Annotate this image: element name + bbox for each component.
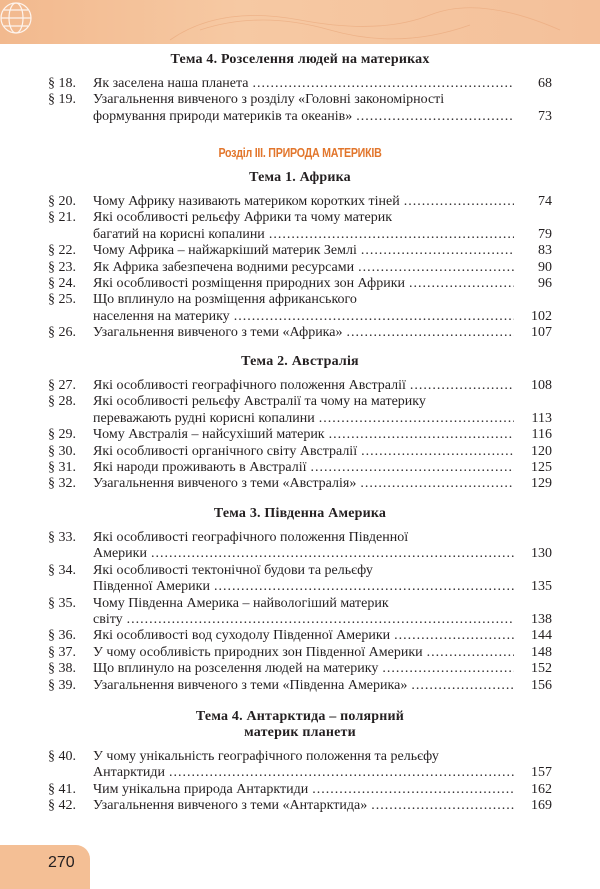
entry-title: Чому Австралія – найсухіший материк [93, 427, 325, 443]
entry-title: Як заселена наша планета [93, 76, 249, 91]
page-reference: 108 [531, 378, 552, 393]
toc-entry[interactable] [48, 645, 552, 661]
entry-title: світу [93, 612, 123, 628]
entry-title: Які особливості органічного світу Австралії [93, 443, 358, 459]
paragraph-number: § 38. [48, 661, 76, 677]
paragraph-number: § 23. [48, 259, 76, 275]
section-heading-line: Тема 4. Розселення людей на материках [170, 52, 430, 67]
paragraph-number: § 27. [48, 378, 76, 393]
entry-title: Які особливості тектонічної будови та рельєфу [93, 562, 373, 578]
toc-entry[interactable] [48, 460, 552, 476]
page-reference: 157 [531, 765, 552, 781]
page-reference: 152 [531, 661, 552, 677]
entry-title: Що вплинуло на розміщення африканського [93, 292, 357, 308]
page-reference: 68 [538, 76, 552, 91]
dot-leader [210, 579, 514, 595]
toc-entry[interactable] [48, 394, 552, 427]
page-reference: 148 [531, 644, 552, 660]
paragraph-number: § 18. [48, 76, 76, 91]
entry-title: Америки [93, 546, 147, 562]
dot-leader [356, 476, 514, 492]
entry-title: Узагальнення вивченого з теми «Африка» [93, 325, 343, 341]
paragraph-number: § 40. [48, 749, 76, 764]
toc-entry[interactable] [48, 243, 552, 259]
page-reference: 169 [531, 798, 552, 814]
page-reference: 130 [531, 546, 552, 562]
entry-title: Узагальнення вивченого з теми «Південна Америка» [93, 677, 408, 693]
paragraph-number: § 35. [48, 595, 76, 611]
section-heading [48, 170, 552, 186]
toc-entry[interactable] [48, 378, 552, 394]
toc-entry[interactable] [48, 194, 552, 210]
paragraph-number: § 24. [48, 276, 76, 292]
page-number-box [0, 845, 90, 889]
entry-title: Які особливості рельєфу Африки та чому материк [93, 210, 393, 226]
dot-leader [307, 460, 514, 476]
dot-leader [147, 546, 514, 562]
toc-entry[interactable] [48, 292, 552, 325]
dot-leader [325, 427, 514, 443]
entry-title: Узагальнення вивченого з теми «Антарктида» [93, 798, 368, 814]
section-heading-line: Тема 4. Антарктида – полярний [195, 709, 405, 724]
toc-entry[interactable] [48, 661, 552, 677]
toc-entry[interactable] [48, 92, 552, 125]
entry-title: Чим унікальна природа Антарктиди [93, 781, 309, 797]
entry-title: населення на материку [93, 308, 230, 324]
dot-leader [407, 678, 514, 694]
entry-title: формування природи материків та океанів» [93, 108, 353, 124]
entry-title: Які особливості розміщення природних зон Африки [93, 276, 405, 292]
entry-title: Що вплинуло на розселення людей на материку [93, 661, 379, 677]
entry-title: Південної Америки [93, 579, 210, 595]
dot-leader [249, 76, 515, 92]
entry-title: Чому Південна Америка – найвологіший материк [93, 595, 389, 611]
page-reference: 90 [538, 259, 552, 275]
paragraph-number: § 42. [48, 798, 76, 814]
dot-leader [165, 765, 514, 781]
section-heading-line: Тема 3. Південна Америка [213, 506, 387, 521]
page-reference: 156 [531, 677, 552, 693]
entry-title: Як Африка забезпечена водними ресурсами [93, 259, 355, 275]
paragraph-number: § 22. [48, 243, 76, 259]
toc-entry[interactable] [48, 678, 552, 694]
dot-leader [423, 645, 514, 661]
toc-entry[interactable] [48, 798, 552, 814]
page-reference: 102 [531, 308, 552, 324]
page-reference: 116 [531, 427, 552, 443]
toc-entry[interactable] [48, 325, 552, 341]
toc-entry[interactable] [48, 563, 552, 596]
toc-section [48, 52, 552, 125]
dot-leader [390, 628, 514, 644]
globe-icon [0, 0, 600, 44]
entry-title: Узагальнення вивченого з розділу «Головні закономірності [93, 92, 445, 108]
entry-title: Антарктиди [93, 765, 165, 781]
page-reference: 135 [531, 579, 552, 595]
page-reference: 96 [538, 276, 552, 292]
section-heading [48, 52, 552, 68]
page-reference: 73 [538, 108, 552, 124]
entry-title: Які особливості географічного положення Південної [93, 530, 409, 545]
entry-title: Узагальнення вивченого з теми «Австралія» [93, 476, 357, 492]
entry-title: Які народи проживають в Австралії [93, 460, 307, 476]
paragraph-number: § 32. [48, 476, 76, 492]
toc-section [48, 354, 552, 493]
paragraph-number: § 28. [48, 394, 76, 410]
toc-entry[interactable] [48, 476, 552, 492]
page-reference: 129 [531, 476, 552, 492]
entry-title: Які особливості рельєфу Австралії та чому на материку [93, 394, 426, 410]
dot-leader [400, 194, 514, 210]
paragraph-number: § 33. [48, 530, 76, 545]
dot-leader [406, 378, 514, 394]
paragraph-number: § 26. [48, 325, 76, 341]
page-reference: 162 [531, 781, 552, 797]
header-banner [0, 0, 600, 44]
paragraph-number: § 39. [48, 677, 76, 693]
page-reference: 74 [538, 194, 552, 209]
page-reference: 125 [531, 460, 552, 476]
page-reference: 79 [538, 226, 552, 242]
section-heading-line: Тема 1. Африка [249, 170, 351, 185]
page-reference: 113 [531, 410, 552, 426]
entry-title: переважають рудні корисні копалини [93, 410, 315, 426]
toc-section [48, 170, 552, 342]
toc-entry[interactable] [48, 444, 552, 460]
section-heading-line: Тема 2. Австралія [241, 354, 359, 369]
toc-entry[interactable] [48, 260, 552, 276]
toc-entry[interactable] [48, 276, 552, 292]
toc-section [48, 709, 552, 815]
paragraph-number: § 21. [48, 210, 76, 226]
toc-entry[interactable] [48, 530, 552, 563]
section-heading-line: материк планети [244, 725, 356, 740]
entry-title: Які особливості географічного положення Австралії [93, 378, 406, 393]
entry-title: Які особливості вод суходолу Південної Америки [93, 628, 391, 644]
paragraph-number: § 19. [48, 92, 76, 108]
paragraph-number: § 20. [48, 194, 76, 209]
dot-leader [357, 444, 514, 460]
dot-leader [357, 243, 514, 259]
entry-title: Чому Африка – найжаркіший материк Землі [93, 243, 357, 259]
toc-section [48, 506, 552, 694]
toc-entry[interactable] [48, 210, 552, 243]
dot-leader [123, 612, 514, 628]
dot-leader [342, 325, 514, 341]
paragraph-number: § 30. [48, 443, 76, 459]
toc-entry[interactable] [48, 76, 552, 92]
dot-leader [230, 309, 514, 325]
dot-leader [405, 276, 514, 292]
paragraph-number: § 37. [48, 644, 76, 660]
dot-leader [308, 782, 514, 798]
entry-title: У чому особливість природних зон Південної Америки [93, 644, 423, 660]
page-reference: 120 [531, 443, 552, 459]
section-heading [48, 354, 552, 370]
dot-leader [265, 227, 514, 243]
dot-leader [378, 661, 514, 677]
toc-entry[interactable] [48, 628, 552, 644]
entry-title: У чому унікальність географічного положення та рельєфу [93, 749, 439, 764]
dot-leader [315, 411, 514, 427]
paragraph-number: § 25. [48, 292, 76, 308]
paragraph-number: § 31. [48, 460, 76, 476]
section-heading [48, 506, 552, 522]
toc-entry[interactable] [48, 427, 552, 443]
page-reference: 138 [531, 612, 552, 628]
dot-leader [354, 260, 514, 276]
entry-title: Чому Африку називають материком коротких тіней [93, 194, 400, 209]
toc-entry[interactable] [48, 782, 552, 798]
paragraph-number: § 41. [48, 781, 76, 797]
toc-entry[interactable] [48, 749, 552, 782]
page-reference: 144 [531, 628, 552, 644]
part-title: Розділ III. ПРИРОДА МАТЕРИКІВ [218, 145, 382, 160]
toc-entry[interactable] [48, 596, 552, 629]
page-reference: 83 [538, 243, 552, 259]
page-number: 270 [48, 854, 75, 871]
entry-title: багатий на корисні копалини [93, 226, 265, 242]
paragraph-number: § 34. [48, 562, 76, 578]
section-heading [48, 709, 552, 741]
paragraph-number: § 36. [48, 628, 76, 644]
paragraph-number: § 29. [48, 427, 76, 443]
dot-leader [367, 798, 514, 814]
page-reference: 107 [531, 325, 552, 341]
dot-leader [352, 109, 514, 125]
